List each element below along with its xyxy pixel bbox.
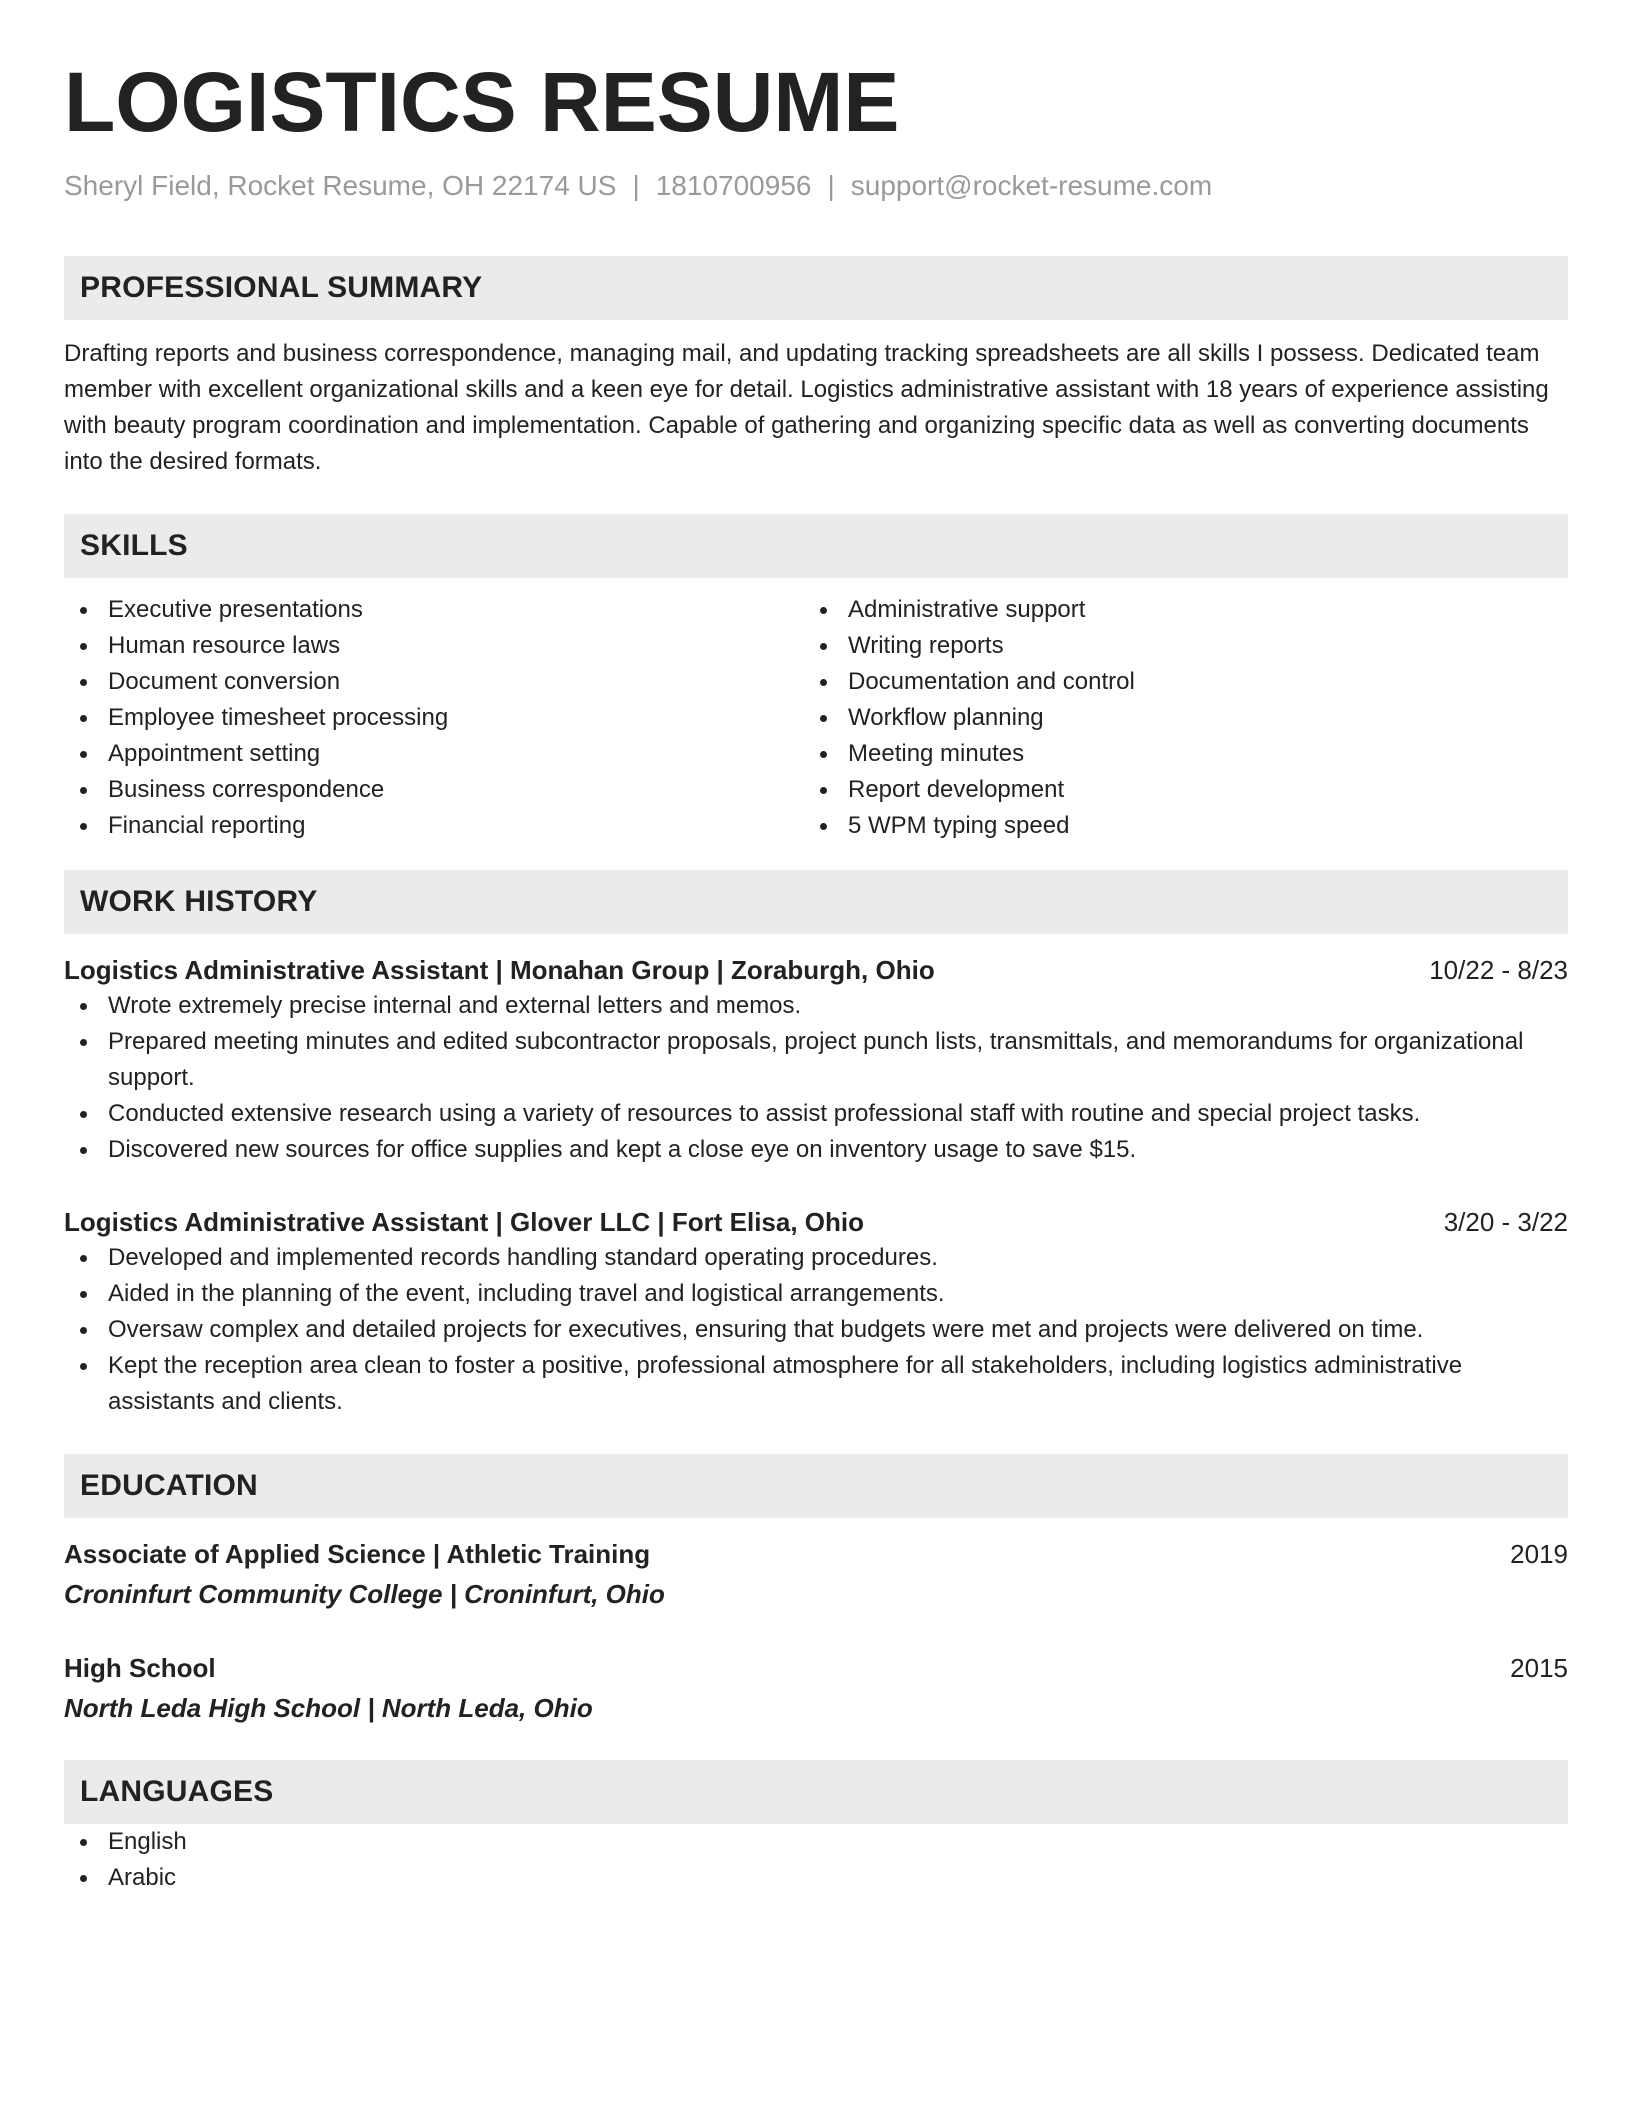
job-bullet: Conducted extensive research using a variety of resources to assist professional staff with routine and special project tasks. (64, 1096, 1568, 1132)
skill-item: Document conversion (64, 664, 804, 700)
job-bullet: Kept the reception area clean to foster a positive, professional atmosphere for all stakeholders, including logistics administrative assistants and clients. (64, 1348, 1568, 1420)
education-degree: High School (64, 1653, 216, 1683)
skill-item: Employee timesheet processing (64, 700, 804, 736)
document-title: LOGISTICS RESUME (64, 55, 900, 149)
education-year: 2019 (1510, 1539, 1568, 1569)
contact-separator: | (827, 170, 835, 201)
skill-item: Writing reports (804, 628, 1544, 664)
job-entry (64, 952, 1568, 1168)
education-school: Croninfurt Community College | Croninfurt, Ohio (64, 1579, 665, 1609)
skills-grid (64, 592, 1568, 844)
skill-item: Business correspondence (64, 772, 804, 808)
contact-email: support@rocket-resume.com (850, 170, 1213, 201)
skill-item: Financial reporting (64, 808, 804, 844)
job-bullet: Aided in the planning of the event, including travel and logistical arrangements. (64, 1276, 1568, 1312)
languages-list (64, 1824, 1568, 1896)
job-title: Logistics Administrative Assistant | Monahan Group | Zoraburgh, Ohio (64, 955, 935, 985)
skills-section-header (64, 514, 1568, 578)
summary-section-header (64, 256, 1568, 320)
skills-list-left (64, 592, 804, 844)
language-item: English (64, 1824, 1568, 1860)
skill-item: Documentation and control (804, 664, 1544, 700)
summary-heading: PROFESSIONAL SUMMARY (80, 271, 483, 304)
job-bullets (64, 988, 1568, 1168)
job-title: Logistics Administrative Assistant | Glover LLC | Fort Elisa, Ohio (64, 1207, 864, 1237)
contact-line (64, 168, 1568, 204)
education-header (64, 1650, 1568, 1686)
education-heading: EDUCATION (80, 1469, 258, 1502)
skill-item: Human resource laws (64, 628, 804, 664)
job-bullet: Developed and implemented records handling standard operating procedures. (64, 1240, 1568, 1276)
skill-item: Administrative support (804, 592, 1544, 628)
languages-section-header (64, 1760, 1568, 1824)
contact-address: Sheryl Field, Rocket Resume, OH 22174 US (64, 170, 617, 201)
job-bullet: Discovered new sources for office supplies and kept a close eye on inventory usage to save $15. (64, 1132, 1568, 1168)
job-bullets (64, 1240, 1568, 1420)
education-year: 2015 (1510, 1653, 1568, 1683)
skills-heading: SKILLS (80, 529, 188, 562)
contact-separator: | (632, 170, 640, 201)
skills-list-right (804, 592, 1544, 844)
skills-column-right (804, 592, 1544, 844)
skill-item: 5 WPM typing speed (804, 808, 1544, 844)
job-bullet: Wrote extremely precise internal and external letters and memos. (64, 988, 1568, 1024)
education-entry (64, 1536, 1568, 1612)
job-entry (64, 1204, 1568, 1420)
language-item: Arabic (64, 1860, 1568, 1896)
skill-item: Executive presentations (64, 592, 804, 628)
job-header (64, 952, 1568, 988)
skill-item: Appointment setting (64, 736, 804, 772)
job-header (64, 1204, 1568, 1240)
work-section-header (64, 870, 1568, 934)
skill-item: Report development (804, 772, 1544, 808)
job-dates: 3/20 - 3/22 (1443, 1207, 1568, 1237)
education-section-header (64, 1454, 1568, 1518)
skills-column-left (64, 592, 804, 844)
education-degree: Associate of Applied Science | Athletic Training (64, 1539, 651, 1569)
education-header (64, 1536, 1568, 1572)
languages-heading: LANGUAGES (80, 1775, 274, 1808)
summary-text: Drafting reports and business correspondence, managing mail, and updating tracking spreadsheets are all skills I possess. Dedicated team member with excellent organizational skills and a keen eye for detail. Logistics administrative assistant with 18 years of experience assisting with beauty program coordination and implementation. Capable of gathering and organizing specific data as well as converting documents into the desired formats. (64, 340, 1549, 475)
job-bullet: Prepared meeting minutes and edited subcontractor proposals, project punch lists, transmittals, and memorandums for organizational support. (64, 1024, 1568, 1096)
skill-item: Meeting minutes (804, 736, 1544, 772)
work-heading: WORK HISTORY (80, 885, 318, 918)
education-entry (64, 1650, 1568, 1726)
skill-item: Workflow planning (804, 700, 1544, 736)
education-school: North Leda High School | North Leda, Ohio (64, 1693, 593, 1723)
job-bullet: Oversaw complex and detailed projects for executives, ensuring that budgets were met and projects were delivered on time. (64, 1312, 1568, 1348)
contact-phone: 1810700956 (655, 170, 812, 201)
job-dates: 10/22 - 8/23 (1429, 955, 1568, 985)
